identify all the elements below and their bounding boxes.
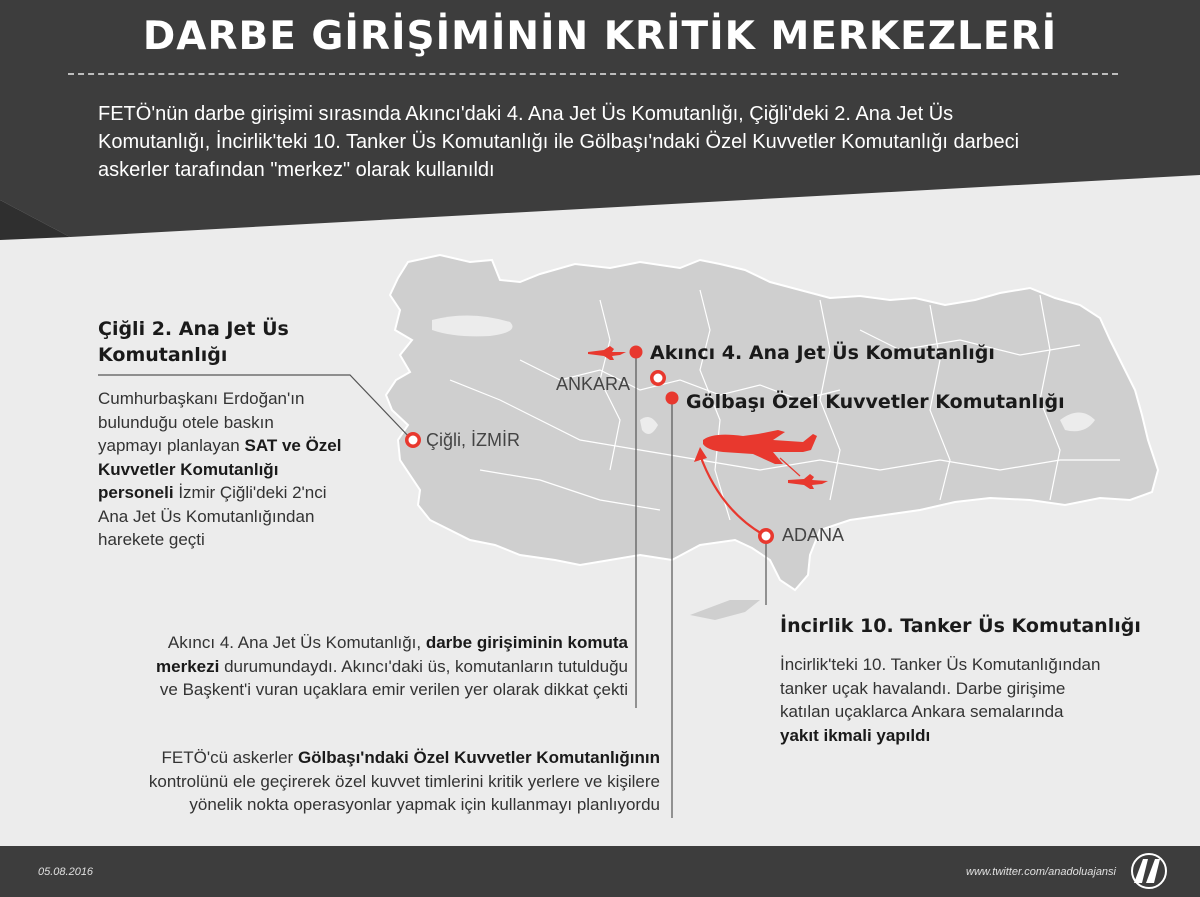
marker-golbasi[interactable] [666, 392, 679, 405]
cigli-heading: Çiğli 2. Ana Jet Üs Komutanlığı [98, 318, 289, 366]
footer-twitter-link[interactable]: www.twitter.com/anadoluajansi [966, 866, 1116, 878]
label-akinci: Akıncı 4. Ana Jet Üs Komutanlığı [650, 342, 995, 364]
cyprus-island [690, 600, 760, 620]
incirlik-text: İncirlik'teki 10. Tanker Üs Komutanlığından tanker uçak havalandı. Darbe girişime katılan uçaklarca Ankara semalarında yakıt ikmali yapıldı [780, 655, 1101, 745]
marker-cigli[interactable] [405, 432, 421, 448]
cigli-text: Cumhurbaşkanı Erdoğan'ın bulunduğu otele baskın yapmayı planlayan SAT ve Özel Kuvvetler Komutanlığı personeli İzmir Çiğli'deki 2'nci Ana Jet Üs Komutanlığından harekete geçti [98, 389, 342, 549]
golbasi-text: FETÖ'cü askerler Gölbaşı'ndaki Özel Kuvvetler Komutanlığının kontrolünü ele geçirerek özel kuvvet timlerini kritik yerlere ve kişilere yönelik nokta operasyonlar yapmak için kullanmayı planlıyordu [148, 748, 660, 814]
incirlik-heading: İncirlik 10. Tanker Üs Komutanlığı [780, 615, 1141, 637]
aa-logo-icon [1128, 853, 1170, 889]
footer-date: 05.08.2016 [38, 866, 94, 878]
page-title: DARBE GİRİŞİMİNİN KRİTİK MERKEZLERİ [142, 14, 1058, 59]
marker-akinci[interactable] [630, 346, 643, 359]
marker-ankara[interactable] [650, 370, 666, 386]
footer-bar [0, 846, 1200, 897]
label-adana: ADANA [782, 525, 845, 545]
label-cigli: Çiğli, İZMİR [426, 430, 520, 450]
label-ankara: ANKARA [556, 374, 631, 394]
marker-adana[interactable] [758, 528, 774, 544]
label-golbasi: Gölbaşı Özel Kuvvetler Komutanlığı [686, 391, 1065, 413]
intro-text: FETÖ'nün darbe girişimi sırasında Akıncı'daki 4. Ana Jet Üs Komutanlığı, Çiğli'deki 2. Ana Jet Üs Komutanlığı, İncirlik'teki 10. Tanker Üs Komutanlığı ile Gölbaşı'ndaki Özel Kuvvetler Komutanlığı darbeci askerler tarafından "merkez" olarak kullanıldı [98, 103, 1020, 181]
akinci-text: Akıncı 4. Ana Jet Üs Komutanlığı, darbe girişiminin komuta merkezi durumundaydı. Akıncı'daki üs, komutanların tutulduğu ve Başkent'i vuran uçaklara emir verilen yer olarak dikkat çekti [156, 633, 628, 699]
